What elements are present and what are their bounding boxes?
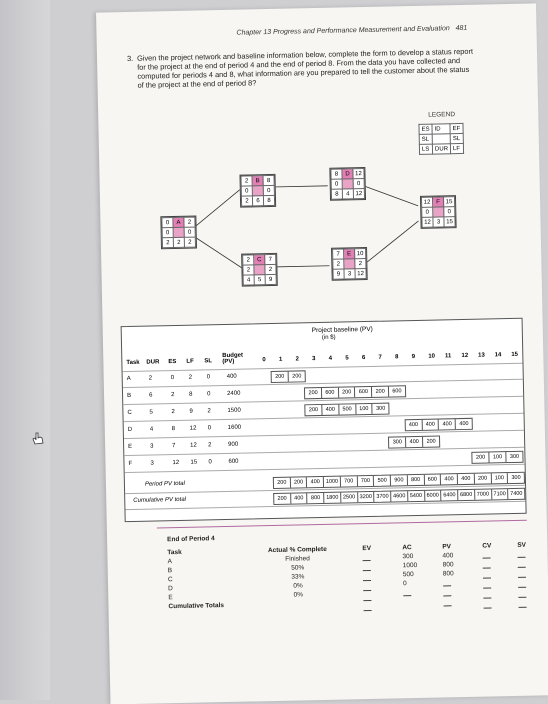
node-D: 8 D 12 0 0 8 4 12 xyxy=(329,167,366,201)
gantt-row-a: A 2 0 2 0 400 200 200 xyxy=(123,363,523,388)
period-pv-row: Period PV total 200 200 400 1000 700 700 500 900 800 600 400 400 200 100 300 xyxy=(125,469,525,494)
period-label: 2 xyxy=(295,356,299,363)
sv-column: SV xyxy=(517,541,527,610)
legend-sl: SL xyxy=(419,134,432,144)
period-label: 1 xyxy=(278,356,283,363)
legend-sl2: SL xyxy=(450,133,463,143)
gantt-subtitle: (in $) xyxy=(321,334,336,341)
pv-column: PV 400 800 800 xyxy=(442,542,454,608)
node-A: 0 A 2 0 0 2 2 2 xyxy=(160,216,197,250)
period-label: 6 xyxy=(361,355,366,362)
period-label: 0 xyxy=(262,357,266,364)
network-connectors xyxy=(96,3,542,322)
legend-dur: DUR xyxy=(432,144,450,154)
gantt-bar-f: 200 100 300 xyxy=(472,451,524,464)
gantt-row-b: B 6 2 8 0 2400 200 600 200 600 200 600 xyxy=(123,380,523,405)
ac-column: AC 300 1000 500 0 xyxy=(402,543,418,598)
node-B: 2 B 8 0 0 2 6 8 xyxy=(239,174,276,208)
period-label: 15 xyxy=(511,351,519,358)
legend-id: ID xyxy=(432,124,450,134)
chapter-title: Chapter 13 Progress and Performance Measurement and Evaluation xyxy=(236,25,450,37)
page-number: 481 xyxy=(455,24,468,33)
separator-line xyxy=(157,520,527,529)
pct-column: Actual % Complete Finished 50% 33% 0% 0% xyxy=(267,545,327,599)
legend-lf: LF xyxy=(450,143,463,153)
eop-title: End of Period 4 xyxy=(167,535,215,544)
period-label: 4 xyxy=(328,355,333,362)
ev-column: EV xyxy=(362,544,372,613)
cv-column: CV xyxy=(482,541,492,610)
gantt-bar-b: 200 600 200 600 200 600 xyxy=(304,385,406,399)
gantt-row-c: C 5 2 9 2 1500 200 400 500 100 300 xyxy=(123,397,523,422)
gantt-row-d: D 4 8 12 0 1600 400 400 400 400 xyxy=(124,414,524,439)
period-label: 7 xyxy=(378,354,382,361)
hand-cursor-icon xyxy=(30,430,46,446)
legend-ls: LS xyxy=(419,144,432,154)
gantt-bar-c: 200 400 500 100 300 xyxy=(304,403,389,417)
period-label: 9 xyxy=(411,354,416,361)
task-column: Task A B C D E Cumulative Totals xyxy=(167,548,225,611)
period-label: 10 xyxy=(428,353,436,360)
legend-ef: EF xyxy=(450,123,463,133)
gantt-bar-a: 200 200 xyxy=(271,370,306,383)
node-F: 12 F 15 0 0 12 3 15 xyxy=(420,195,457,229)
period-label: 5 xyxy=(345,355,349,362)
legend-title: LEGEND xyxy=(428,111,456,119)
gantt-row-e: E 3 7 12 2 900 300 400 200 xyxy=(124,431,524,456)
node-E: 7 E 10 2 2 9 3 12 xyxy=(331,247,368,281)
cumulative-pv-row: Cumulative PV total 200 400 800 1800 2500 3200 3700 4600 5400 6000 6400 6800 7000 7100 7400 xyxy=(125,485,525,510)
node-C: 2 C 7 2 2 4 5 9 xyxy=(241,253,278,287)
gantt-bar-e: 300 400 200 xyxy=(388,435,440,448)
problem-text: Given the project network and baseline information below, complete the form to develop a status report for the project at the end of period 4 and the end of period 8. From the data you have collected and computed for periods 4 and 8, what information are you prepared to tell the customer about the status of the project at the end of period 8? xyxy=(136,46,474,90)
period-label: 14 xyxy=(494,352,502,359)
period-label: 13 xyxy=(478,352,485,359)
period-label: 12 xyxy=(461,352,469,360)
period-label: 11 xyxy=(444,353,452,360)
end-of-period-form xyxy=(167,529,527,611)
period-label: 3 xyxy=(312,356,316,363)
legend-es: ES xyxy=(419,124,432,134)
textbook-page xyxy=(96,3,548,704)
period-label: 8 xyxy=(395,354,399,361)
baseline-gantt-table xyxy=(121,318,527,522)
gantt-header-row: Task DUR ES LF SL Budget (PV) 0 1 2 3 4 5 6 7 8 9 10 11 12 13 14 15 xyxy=(122,347,522,372)
background-edge xyxy=(0,0,50,700)
problem-number: 3. xyxy=(126,53,134,63)
gantt-title: Project baseline (PV) xyxy=(311,325,373,335)
gantt-row-f: F 3 12 15 0 600 200 100 300 xyxy=(124,448,524,473)
gantt-bar-d: 400 400 400 400 xyxy=(404,418,473,431)
